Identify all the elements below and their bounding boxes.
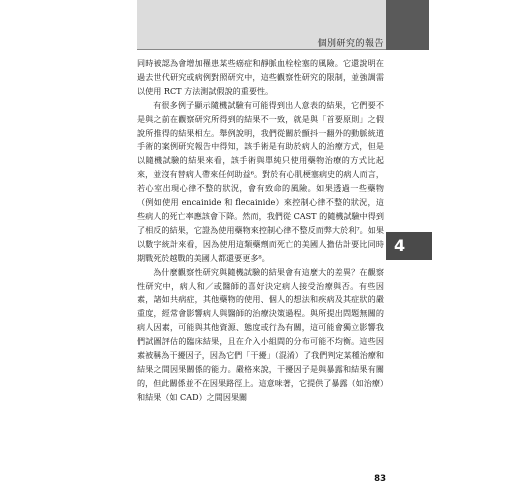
header-divider bbox=[137, 49, 386, 50]
page-number: 83 bbox=[374, 474, 386, 484]
running-header-title: 個別研究的報告 bbox=[317, 39, 384, 49]
corner-block-decoration bbox=[386, 0, 429, 50]
paragraph-1: 同時被認為會增加罹患某些癌症和靜脈血栓栓塞的風險。它還說明在過去世代研究或病例對照研究中，這些觀察性研究的限制，並強調需以使用 RCT 方法測試假說的重要性。 bbox=[137, 58, 384, 96]
paragraph-2: 有很多例子顯示隨機試驗有可能得到出人意表的結果，它們要不是與之前在觀察研究所得到的結果不一致，就是與「首要原則」之假說所推得的結果相左。舉例說明，我們從關於顫抖一翻外的動脈統道手術的案例研究報告中得知，該手術是有助於病人的治療方式，但是以隨機試驗的結果來看，該手術與單純只使用藥物治療的方式比起來，並沒有替病人帶來任何助益⁶。對於有心肌梗塞病史的病人而言，若心室出現心律不整的狀況，會有致命的風險。如果透過一些藥物（例如使用 encainide 和 flecainide）來控制心律不整的狀況，這些病人的死亡率應該會下降。然而，我們從 CAST 的隨機試驗中得到了相反的結果，它證為使用藥物來控制心律不整反而弊大於利⁷。如果以數字統計來看，因為使用這類藥劑而死亡的美國人擔估計要比同時期戰死於越戰的美國人都還要更多⁸。 bbox=[137, 99, 384, 263]
paragraph-3: 為什麼觀察性研究與隨機試驗的結果會有這麼大的差異？在觀察性研究中，病人和／或醫師的喜好決定病人接受治療與否。有些因素，諸如共病症，其他藥物的使用、個人的想法和疾病及其症狀的嚴重度，經常會影響病人與醫師的治療決策過程。與所提出問題無關的病人因素，可能與其他資源、態度或行為有關，這可能會獨立影響我們試圖評估的臨床結果，且在介入小組間的分布可能不均衡。這些因素被稱為干擾因子，因為它們「干擾」（混淆）了我們判定某種治療和結果之間因果關係的能力。嚴格來說，干擾因子是與暴露和結果有關的，但此關係並不在因果路徑上。這意味著，它提供了暴露（如治療）和結果（如 CAD）之間因果關 bbox=[137, 266, 384, 402]
chapter-tab: 4 bbox=[386, 232, 432, 260]
body-text bbox=[137, 57, 384, 405]
